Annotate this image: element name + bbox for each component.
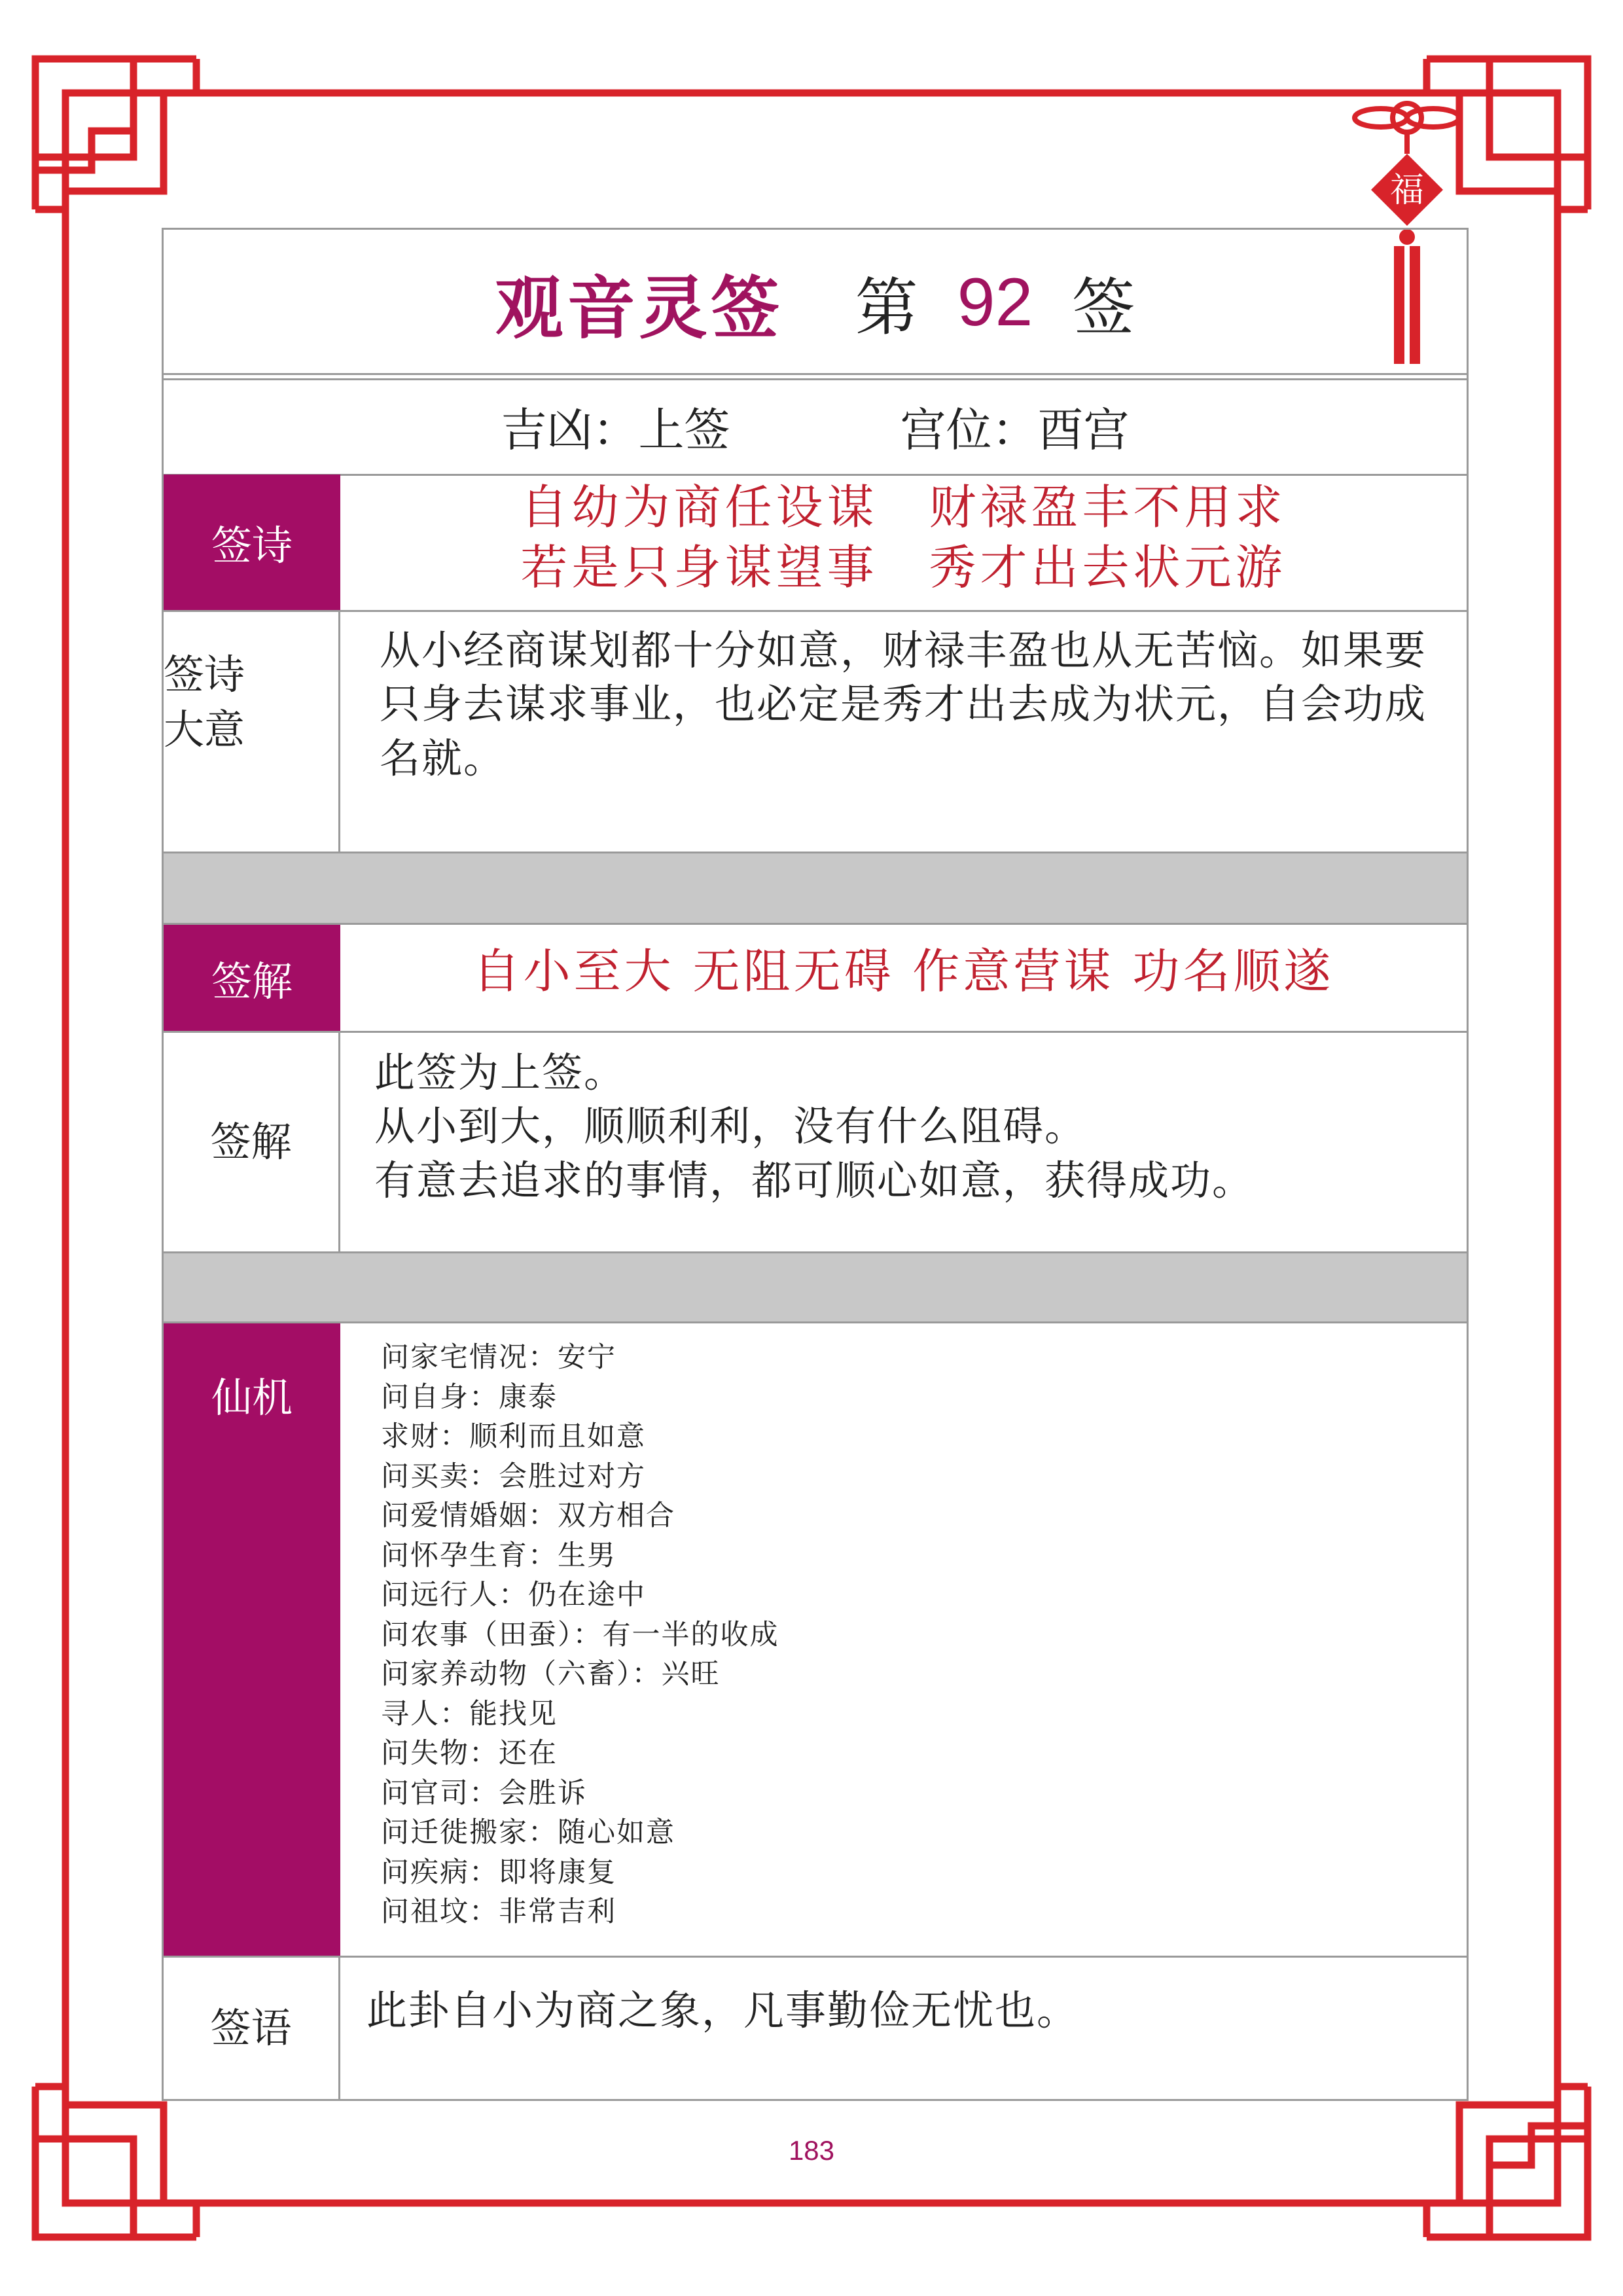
gray-separator (164, 853, 1467, 923)
list-item: 问买卖：会胜过对方 (381, 1460, 646, 1493)
interpretation-label: 签解 (164, 925, 340, 1031)
fu-charm-text: 福 (1389, 171, 1425, 210)
list-item: 寻人：能找见 (381, 1697, 558, 1731)
page-title: 观音灵签 (495, 268, 783, 348)
palace-label: 宫位： (900, 403, 1038, 457)
interpretation-detail-text (340, 1033, 1467, 1251)
xianji-list (340, 1323, 1467, 1932)
luck-label: 吉凶： (501, 403, 639, 457)
slip-number: 92 (957, 264, 1033, 340)
poem-label: 签诗 (164, 475, 340, 610)
list-item: 问家宅情况：安宁 (381, 1341, 616, 1374)
sign-words-label: 签语 (164, 1958, 340, 2099)
poem-meaning-label (164, 611, 340, 852)
corner-ornament-top-left (35, 59, 196, 209)
list-item: 问迁徙搬家：随心如意 (381, 1816, 675, 1849)
xianji-label: 仙机 (164, 1323, 340, 1956)
poem-line: 自幼为商任设谋 财禄盈丰不用求 (520, 480, 1287, 535)
list-item: 问爱情婚姻：双方相合 (381, 1499, 675, 1532)
order-prefix: 第 (855, 270, 918, 344)
list-item: 问失物：还在 (381, 1737, 558, 1770)
list-item: 问官司：会胜诉 (381, 1776, 587, 1810)
list-item: 问农事（田蚕）：有一半的收成 (381, 1618, 779, 1651)
meaning-line: 只身去谋求事业，也必定是秀才出去成为状元，自会功成 (380, 680, 1427, 728)
list-item: 问疾病：即将康复 (381, 1856, 616, 1889)
luck-value: 上签 (638, 403, 730, 457)
title-row (164, 230, 1467, 375)
poem-meaning-text (340, 611, 1467, 852)
list-item: 问怀孕生育：生男 (381, 1539, 616, 1572)
fortune-row (164, 379, 1467, 474)
list-item: 问远行人：仍在途中 (381, 1579, 646, 1611)
detail-line: 有意去追求的事情，都可顺心如意，获得成功。 (374, 1156, 1255, 1204)
poem-meaning-label-line: 大意 (164, 705, 245, 753)
poem-line: 若是只身谋望事 秀才出去状元游 (520, 540, 1287, 596)
interpretation-summary: 自小至大 无阻无碍 作意营谋 功名顺遂 (473, 944, 1334, 999)
fortune-slip-sheet (162, 228, 1469, 2101)
page-number: 183 (788, 2135, 835, 2166)
poem-block (340, 475, 1467, 610)
sign-words-text: 此卦自小为商之象，凡事勤俭无忧也。 (366, 1986, 1079, 2034)
order-suffix: 签 (1072, 270, 1135, 344)
gray-separator (164, 1253, 1467, 1321)
palace-value: 酉宫 (1037, 403, 1130, 457)
list-item: 问自身：康泰 (381, 1380, 558, 1414)
poem-meaning-label-line: 签诗 (164, 651, 245, 698)
detail-line: 此签为上签。 (374, 1049, 626, 1096)
interpretation-detail-label: 签解 (164, 1033, 340, 1251)
list-item: 问祖坟：非常吉利 (381, 1895, 616, 1928)
list-item: 求财：顺利而且如意 (381, 1420, 646, 1453)
meaning-line: 名就。 (380, 734, 506, 782)
detail-line: 从小到大，顺顺利利，没有什么阻碍。 (374, 1102, 1087, 1151)
list-item: 问家养动物（六畜）：兴旺 (381, 1658, 721, 1691)
divider (164, 373, 1467, 375)
xianji-block (340, 1323, 1467, 1956)
meaning-line: 从小经商谋划都十分如意，财禄丰盈也从无苦恼。如果要 (380, 626, 1427, 674)
